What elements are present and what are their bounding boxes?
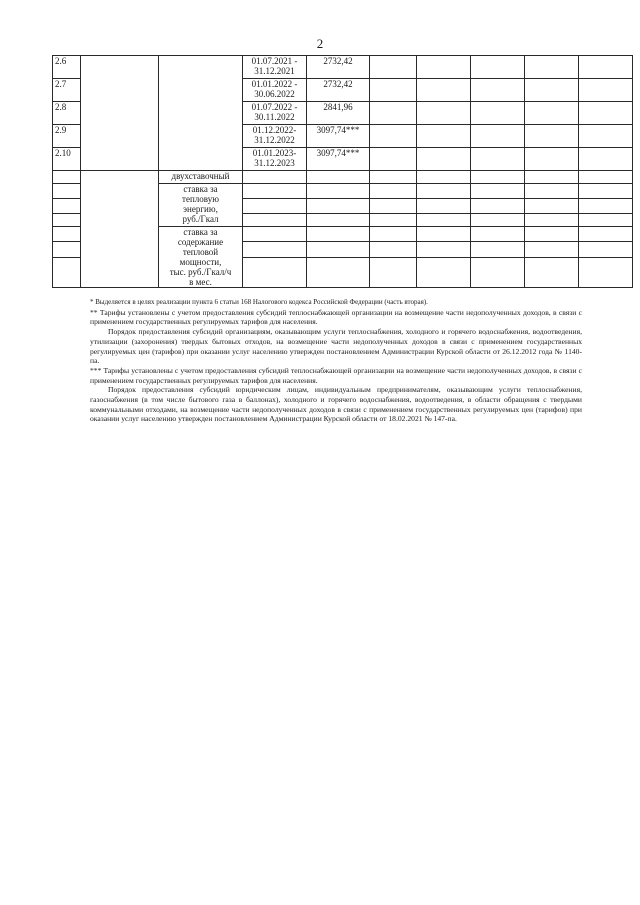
row-number: 2.8 [53, 102, 81, 125]
tariff-value: 2841,96 [307, 102, 370, 125]
row-number: 2.10 [53, 148, 81, 171]
subsidy-procedure-2021: Порядок предоставления субсидий юридическим лицам, индивидуальным предпринимателям, оказывающим услуги теплоснабжения, газоснабжения (в том числе бытового газа в баллонах), холодного и горячего водоснабжения, водоотведения, в области обращения с твердыми коммунальными отходами, на возмещение части недополученных доходов в связи с применением государственных регулируемых цен (тарифов) при оказании услуг населению утвержден постановлением Администрации Курской области от 18.02.2021 № 147-па. [90, 385, 582, 424]
table-row [53, 56, 633, 79]
period-cell: 01.12.2022- 31.12.2022 [243, 125, 307, 148]
two-part-tariff-label: двухставочный [159, 171, 243, 184]
subsidy-procedure-2012: Порядок предоставления субсидий организациям, оказывающим услуги теплоснабжения, холодного и горячего водоснабжения, водоотведения, утилизации (захоронения) твердых бытовых отходов, на возмещение части недополученных доходов в связи с применением государственных регулируемых цен (тарифов) при оказании услуг населению утвержден постановлением Администрации Курской области от 26.12.2012 года № 1140-па. [90, 327, 582, 366]
tariff-table [52, 55, 633, 288]
tariff-value: 2732,42 [307, 56, 370, 79]
period-cell: 01.01.2022 - 30.06.2022 [243, 79, 307, 102]
period-cell: 01.07.2022 - 30.11.2022 [243, 102, 307, 125]
energy-rate-label: ставка за тепловую энергию, руб./Гкал [159, 184, 243, 227]
footnote-double-star: ** Тарифы установлены с учетом предоставления субсидий теплоснабжающей организации на возмещение части недополученных доходов, в связи с применением государственных регулируемых тарифов для населения. [90, 307, 582, 327]
footnotes [90, 298, 582, 424]
period-cell: 01.01.2023- 31.12.2023 [243, 148, 307, 171]
tariff-value: 3097,74*** [307, 148, 370, 171]
row-number: 2.6 [53, 56, 81, 79]
tariff-value: 3097,74*** [307, 125, 370, 148]
tariff-value: 2732,42 [307, 79, 370, 102]
table-row [53, 171, 633, 184]
capacity-rate-label: ставка за содержание тепловой мощности, тыс. руб./Гкал/ч в мес. [159, 227, 243, 288]
page-number: 2 [316, 36, 324, 51]
period-cell: 01.07.2021 - 31.12.2021 [243, 56, 307, 79]
footnote-vat: * Выделяется в целях реализации пункта 6 статьи 168 Налогового кодекса Российской Федерации (часть вторая). [90, 298, 428, 306]
row-number: 2.7 [53, 79, 81, 102]
footnote-triple-star: *** Тарифы установлены с учетом предоставления субсидий теплоснабжающей организации на возмещение части недополученных доходов, в связи с применением государственных регулируемых тарифов для населения. [90, 365, 582, 385]
row-number: 2.9 [53, 125, 81, 148]
